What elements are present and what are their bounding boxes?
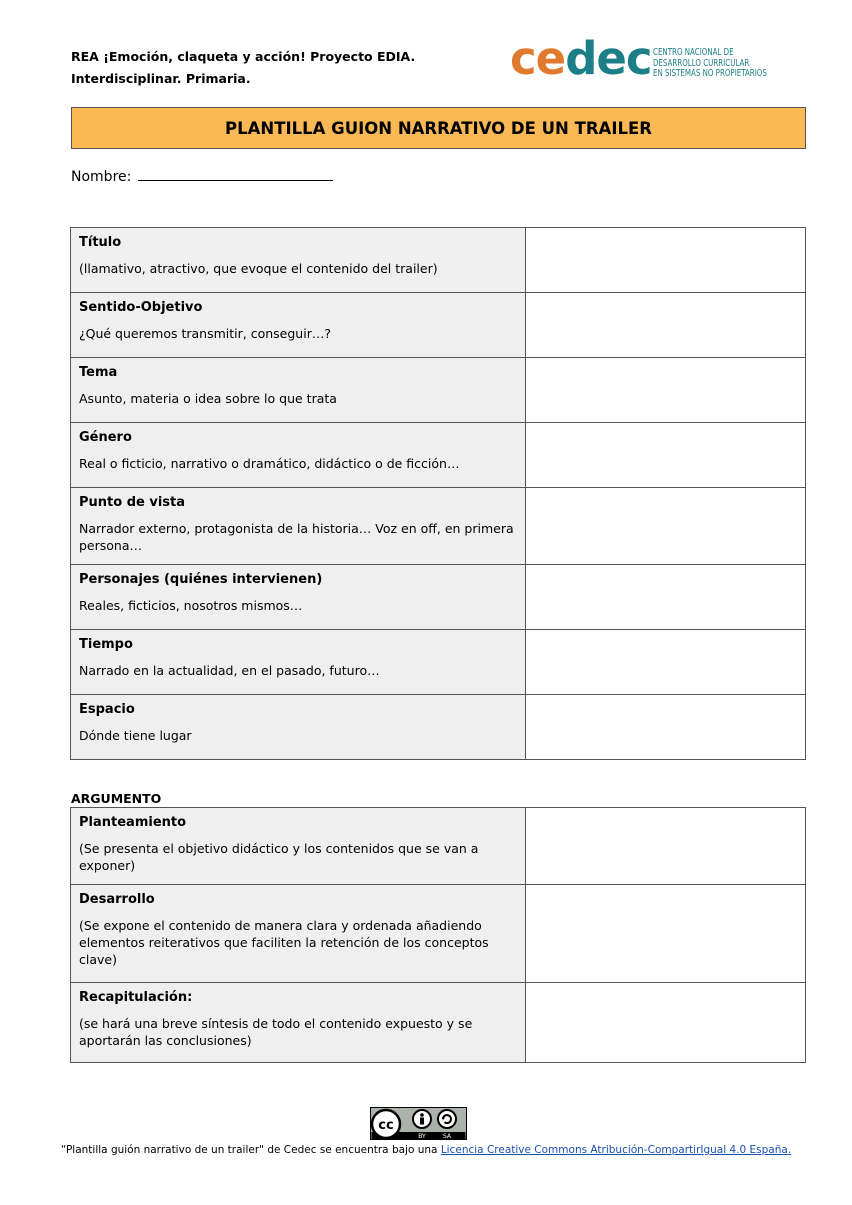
row-label-cell	[71, 695, 526, 760]
table-row	[71, 885, 806, 983]
answer-cell[interactable]	[526, 885, 806, 983]
cedec-logo-subtitle: CENTRO NACIONAL DE DESARROLLO CURRICULAR EN SISTEMAS NO PROPIETARIOS	[653, 47, 767, 79]
table-row	[71, 983, 806, 1063]
header-line-1: REA ¡Emoción, claqueta y acción! Proyecto EDIA.	[71, 49, 416, 64]
answer-cell[interactable]	[526, 630, 806, 695]
answer-cell[interactable]	[526, 358, 806, 423]
table-row	[71, 565, 806, 630]
row-description: (se hará una breve síntesis de todo el contenido expuesto y se aportarán las conclusiones)	[79, 1016, 473, 1048]
row-title: Espacio	[79, 702, 135, 717]
answer-cell[interactable]	[526, 565, 806, 630]
row-description: Narrado en la actualidad, en el pasado, futuro…	[79, 663, 380, 678]
row-title: Título	[79, 235, 122, 250]
row-description: ¿Qué queremos transmitir, conseguir…?	[79, 326, 331, 341]
license-link[interactable]: Licencia Creative Commons Atribución-CompartirIgual 4.0 España.	[440, 1144, 792, 1156]
name-field	[71, 166, 333, 185]
row-label-cell	[71, 228, 526, 293]
row-description: Asunto, materia o idea sobre lo que trata	[79, 391, 337, 406]
answer-cell[interactable]	[526, 293, 806, 358]
row-title: Recapitulación:	[79, 990, 193, 1005]
row-description: Dónde tiene lugar	[79, 728, 192, 743]
answer-cell[interactable]	[526, 423, 806, 488]
row-label-cell	[71, 808, 526, 885]
row-description: (Se expone el contenido de manera clara y ordenada añadiendo elementos reiterativos que faciliten la retención de los conceptos clave)	[79, 918, 489, 967]
header-line-2: Interdisciplinar. Primaria.	[71, 71, 251, 86]
row-label-cell	[71, 423, 526, 488]
argumento-heading: ARGUMENTO	[71, 791, 162, 806]
footer-text: “Plantilla guión narrativo de un trailer" de Cedec se encuentra bajo una	[60, 1144, 438, 1156]
svg-text:cc: cc	[378, 1118, 394, 1133]
row-label-cell	[71, 885, 526, 983]
answer-cell[interactable]	[526, 228, 806, 293]
row-title: Desarrollo	[79, 892, 155, 907]
table-row	[71, 488, 806, 565]
row-label-cell	[71, 565, 526, 630]
row-title: Tiempo	[79, 637, 133, 652]
row-description: (llamativo, atractivo, que evoque el contenido del trailer)	[79, 261, 438, 276]
script-table	[70, 227, 806, 760]
table-row	[71, 808, 806, 885]
row-description: Real o ficticio, narrativo o dramático, didáctico o de ficción…	[79, 456, 460, 471]
answer-cell[interactable]	[526, 488, 806, 565]
table-row	[71, 358, 806, 423]
license-footer	[0, 1144, 852, 1156]
row-title: Género	[79, 430, 132, 445]
name-blank-line[interactable]	[138, 166, 333, 181]
cc-by-sa-icon	[370, 1107, 467, 1140]
answer-cell[interactable]	[526, 695, 806, 760]
row-title: Personajes (quiénes intervienen)	[79, 572, 323, 587]
table-row	[71, 423, 806, 488]
row-description: Narrador externo, protagonista de la historia… Voz en off, en primera persona…	[79, 521, 514, 553]
row-title: Sentido-Objetivo	[79, 300, 203, 315]
row-label-cell	[71, 488, 526, 565]
table-row	[71, 293, 806, 358]
row-title: Punto de vista	[79, 495, 186, 510]
answer-cell[interactable]	[526, 983, 806, 1063]
table-row	[71, 695, 806, 760]
cedec-logo-word: cedec	[510, 32, 652, 85]
table-row	[71, 630, 806, 695]
row-title: Tema	[79, 365, 118, 380]
row-label-cell	[71, 358, 526, 423]
row-label-cell	[71, 983, 526, 1063]
answer-cell[interactable]	[526, 808, 806, 885]
row-description: Reales, ficticios, nosotros mismos…	[79, 598, 303, 613]
name-label: Nombre:	[71, 169, 132, 185]
row-label-cell	[71, 630, 526, 695]
svg-text:BY: BY	[418, 1133, 426, 1140]
page-title: PLANTILLA GUION NARRATIVO DE UN TRAILER	[71, 107, 806, 149]
row-title: Planteamiento	[79, 815, 187, 830]
row-label-cell	[71, 293, 526, 358]
row-description: (Se presenta el objetivo didáctico y los contenidos que se van a exponer)	[79, 841, 479, 873]
argumento-table	[70, 807, 806, 1063]
svg-text:SA: SA	[442, 1133, 452, 1140]
table-row	[71, 228, 806, 293]
document-header	[71, 46, 415, 90]
